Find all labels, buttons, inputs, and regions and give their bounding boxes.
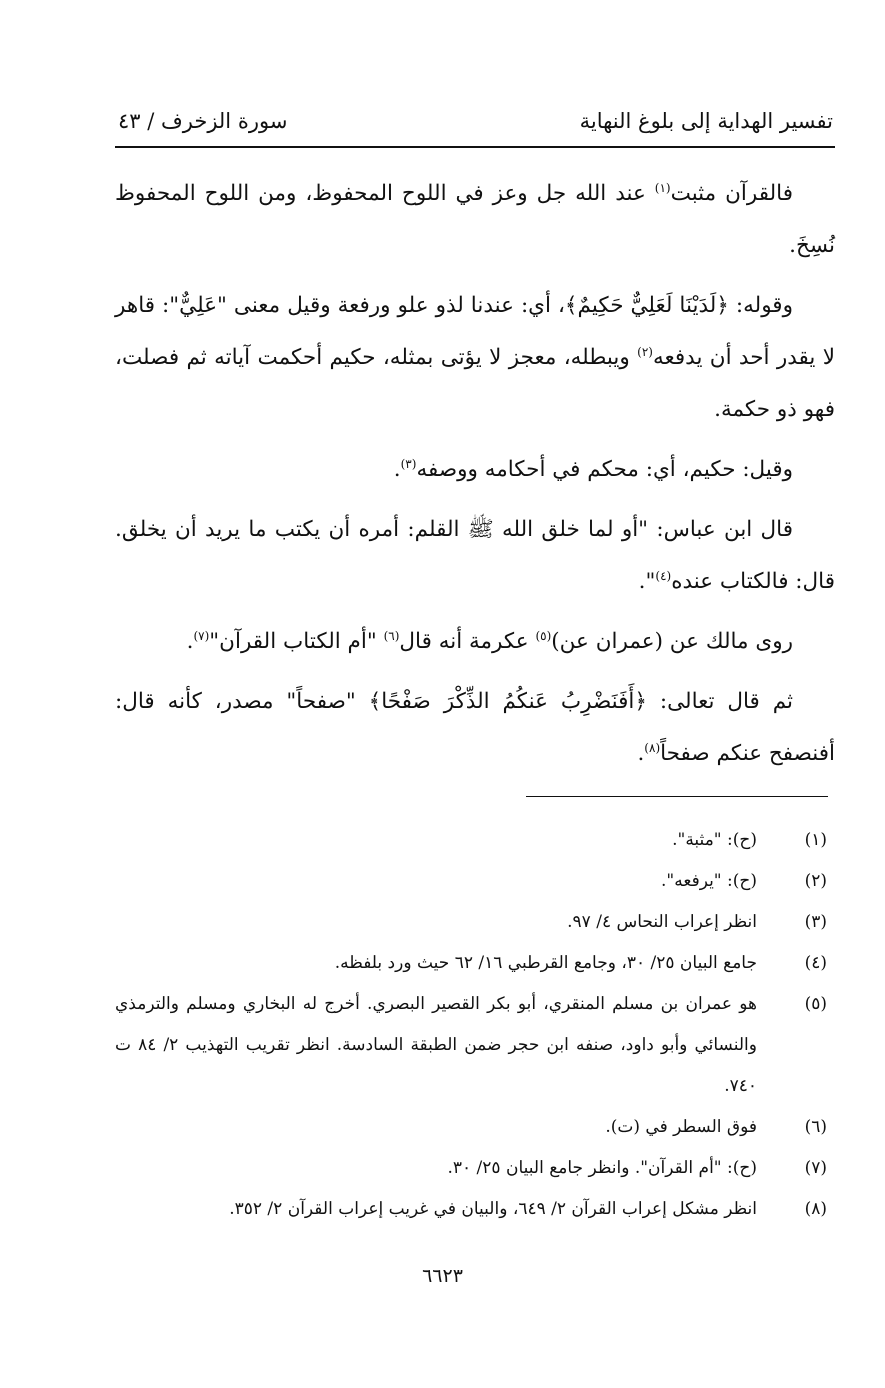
paragraph-6: ثم قال تعالى: ﴿أَفَنَضْرِبُ عَنكُمُ الذِّكْرَ صَفْحًا﴾ "صفحاً" مصدر، كأنه قال: أفنصفح عنكم صفحاً$^{(٨)}$. [115,689,835,766]
header-rule [115,146,835,148]
quran-verse: ﴿لَدَيْنَا لَعَلِيٌّ حَكِيمٌ﴾ [564,293,729,318]
footnote-ref-6: (٦) [383,628,400,643]
paragraph-1: فالقرآن مثبت$^{(١)}$ عند الله جل وعز في اللوح المحفوظ، ومن اللوح المحفوظ نُسِخَ. [115,180,835,258]
paragraph-5: روى مالك عن (عمران عن)$^{(٥)}$ عكرمة أنه قال$^{(٦)}$ "أم الكتاب القرآن"$^{(٧)}$. [186,628,793,654]
main-text [115,168,835,788]
footnote: (٦) فوق السطر في (ت). [605,1117,827,1137]
paragraph-4: قال ابن عباس: "أو لما خلق الله ﷺ القلم: أمره أن يكتب ما يريد أن يخلق. قال: فالكتاب عنده$^{(٤)}$". [115,517,835,594]
page-number: ٦٦٢٣ [422,1265,463,1287]
footnote: (٣) انظر إعراب النحاس ٤/ ٩٧. [567,912,827,932]
footnote-ref-3: (٣) [400,456,417,471]
footnotes [115,820,827,1230]
running-header [118,98,833,144]
footnote-ref-4: (٤) [655,568,672,583]
footnote-ref-1: (١) [654,180,671,195]
book-title: تفسير الهداية إلى بلوغ النهاية [579,109,833,133]
paragraph-2: وقوله: ﴿لَدَيْنَا لَعَلِيٌّ حَكِيمٌ﴾، أي: عندنا لذو علو ورفعة وقيل معنى "عَلِيٌّ": قاهر لا يقدر أحد أن يدفعه$^{(٢)}$ ويبطله، معجز لا يؤتى بمثله، حكيم أحكمت آياته ثم فصلت، فهو ذو حكمة. [115,293,835,422]
footnote: (٧) (ح): "أم القرآن". وانظر جامع البيان ٢٥/ ٣٠. [447,1158,827,1178]
paragraph-3: وقيل: حكيم، أي: محكم في أحكامه ووصفه$^{(٣)}$. [393,456,793,482]
footnote: (٨) انظر مشكل إعراب القرآن ٢/ ٦٤٩، والبيان في غريب إعراب القرآن ٢/ ٣٥٢. [229,1199,827,1219]
footnote: (٢) (ح): "يرفعه". [661,871,827,891]
surah-label: سورة الزخرف / ٤٣ [118,109,288,133]
footnote-ref-5: (٥) [535,628,552,643]
quran-verse: ﴿أَفَنَضْرِبُ عَنكُمُ الذِّكْرَ صَفْحًا﴾ [368,689,647,714]
footnote-ref-8: (٨) [644,740,661,755]
footnote: (١) (ح): "مثبة". [672,830,827,850]
footnote-rule [526,796,828,797]
footnote: (٥) هو عمران بن مسلم المنقري، أبو بكر القصير البصري. أخرج له البخاري ومسلم والترمذي والنسائي وأبو داود، صنفه ابن حجر ضمن الطبقة السادسة. انظر تقريب التهذيب ٢/ ٨٤ ت ٧٤٠. [115,994,827,1096]
footnote-ref-7: (٧) [193,628,210,643]
footnote-ref-2: (٢) [637,344,653,359]
footnote: (٤) جامع البيان ٢٥/ ٣٠، وجامع القرطبي ١٦/ ٦٢ حيث ورد بلفظه. [334,953,827,973]
